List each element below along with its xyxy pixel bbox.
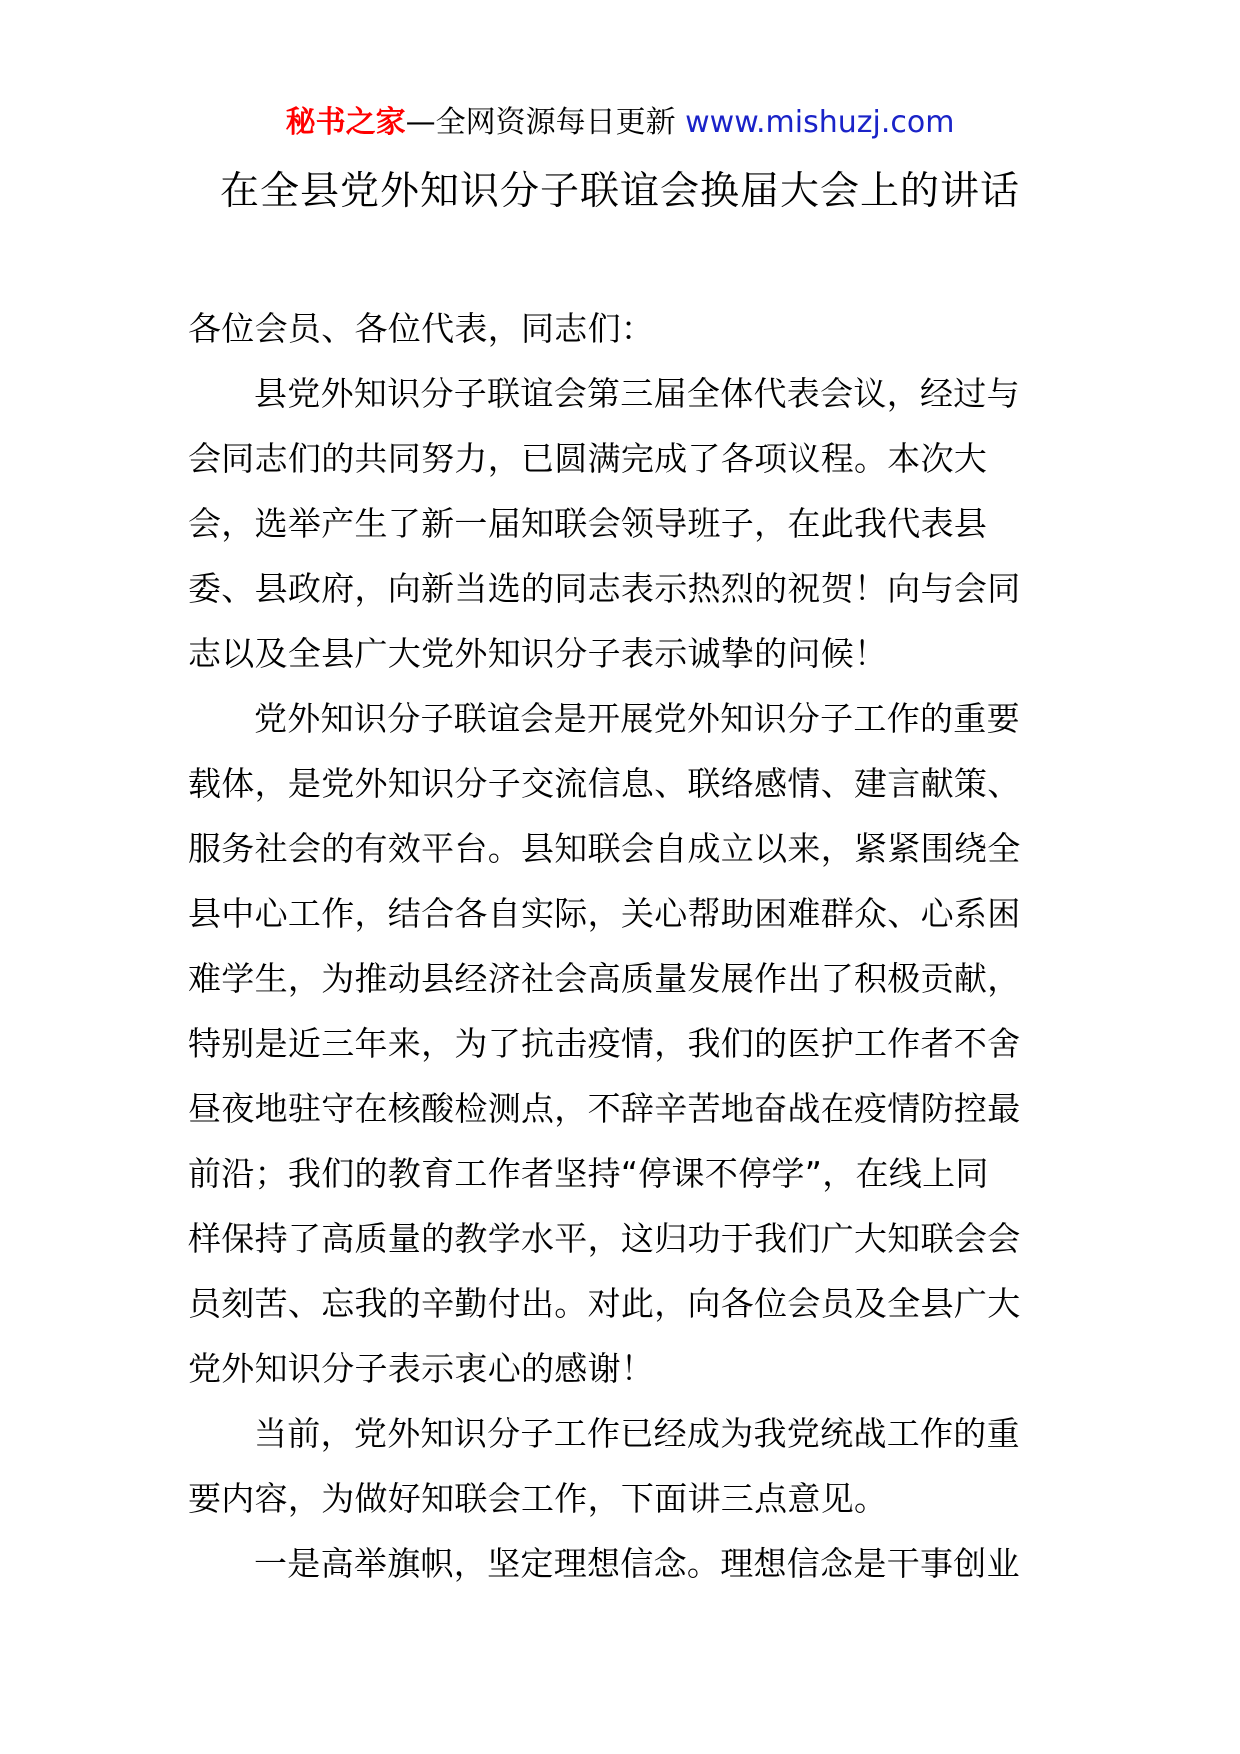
paragraph-line: 当前，党外知识分子工作已经成为我党统战工作的重 — [254, 1414, 1020, 1453]
paragraph-line: 县党外知识分子联谊会第三届全体代表会议，经过与 — [254, 374, 1020, 413]
paragraph-line: 委、县政府，向新当选的同志表示热烈的祝贺！向与会同 — [188, 569, 1021, 608]
paragraph-line: 党外知识分子联谊会是开展党外知识分子工作的重要 — [254, 699, 1020, 738]
paragraph-line: 昼夜地驻守在核酸检测点，不辞辛苦地奋战在疫情防控最 — [188, 1089, 1021, 1128]
paragraph-line: 服务社会的有效平台。县知联会自成立以来，紧紧围绕全 — [188, 829, 1021, 868]
site-url-link[interactable]: www.mishuzj.com — [685, 105, 955, 140]
greeting-line: 各位会员、各位代表，同志们： — [188, 309, 655, 348]
paragraph-line: 会同志们的共同努力，已圆满完成了各项议程。本次大 — [188, 439, 988, 478]
site-tagline: —全网资源每日更新 — [405, 105, 686, 140]
paragraph-line: 志以及全县广大党外知识分子表示诚挚的问候！ — [188, 634, 888, 673]
paragraph-line: 样保持了高质量的教学水平，这归功于我们广大知联会会 — [188, 1219, 1021, 1258]
paragraph-line: 特别是近三年来，为了抗击疫情，我们的医护工作者不舍 — [188, 1024, 1021, 1063]
document-title: 在全县党外知识分子联谊会换届大会上的讲话 — [219, 169, 1020, 214]
site-name: 秘书之家 — [285, 105, 406, 140]
paragraph-line: 载体，是党外知识分子交流信息、联络感情、建言献策、 — [188, 764, 1021, 803]
paragraph-line: 会，选举产生了新一届知联会领导班子，在此我代表县 — [188, 504, 988, 543]
paragraph-line: 要内容，为做好知联会工作，下面讲三点意见。 — [188, 1479, 888, 1518]
site-header — [0, 101, 1240, 145]
document-body — [188, 296, 1058, 1596]
paragraph-line: 员刻苦、忘我的辛勤付出。对此，向各位会员及全县广大 — [188, 1284, 1021, 1323]
paragraph-line: 党外知识分子表示衷心的感谢！ — [188, 1349, 655, 1388]
paragraph-line: 难学生，为推动县经济社会高质量发展作出了积极贡献， — [188, 959, 1021, 998]
paragraph-line: 前沿；我们的教育工作者坚持“停课不停学”，在线上同 — [188, 1154, 989, 1193]
paragraph-line: 一是高举旗帜，坚定理想信念。理想信念是干事创业 — [254, 1544, 1020, 1583]
paragraph-line: 县中心工作，结合各自实际，关心帮助困难群众、心系困 — [188, 894, 1021, 933]
